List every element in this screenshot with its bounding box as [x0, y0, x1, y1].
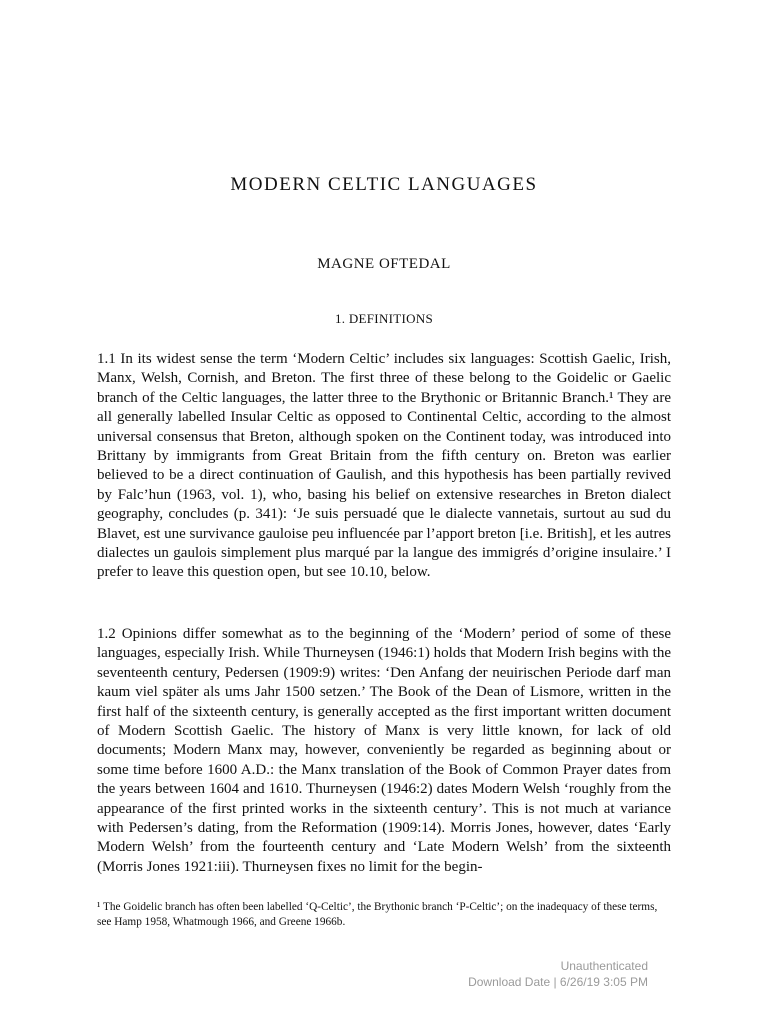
watermark-line-1: Unauthenticated: [560, 959, 648, 973]
download-watermark: [440, 958, 648, 990]
paragraph-1-2: 1.2 Opinions differ somewhat as to the beginning of the ‘Modern’ period of some of these languages, especially Irish. While Thurneysen (1946:1) holds that Modern Irish begins with the seventeenth century, Pedersen (1909:9) writes: ‘Den Anfang der neuirischen Periode darf man kaum viel später als ums Jahr 1500 setzen.’ The Book of the Dean of Lismore, written in the first half of the sixteenth century, is generally accepted as the first important written document of Modern Scottish Gaelic. The history of Manx is very little known, for lack of old documents; Modern Manx may, however, conveniently be regarded as beginning about or some time before 1600 A.D.: the Manx translation of the Book of Common Prayer dates from the years between 1604 and 1610. Thurneysen (1946:2) dates Modern Welsh ‘roughly from the appearance of the first printed works in the sixteenth century’. This is not much at variance with Pedersen’s dating, from the Reformation (1909:14). Morris Jones, however, dates ‘Early Modern Welsh’ from the fourteenth century and ‘Late Modern Welsh’ from the sixteenth (Morris Jones 1921:iii). Thurneysen fixes no limit for the begin-: [97, 626, 671, 875]
footnote: ¹ The Goidelic branch has often been labelled ‘Q-Celtic’, the Brythonic branch ‘P-Celtic’; on the inadequacy of these terms, see Hamp 1958, Whatmough 1966, and Greene 1966b.: [97, 901, 658, 928]
paragraph-1-1: 1.1 In its widest sense the term ‘Modern Celtic’ includes six languages: Scottish Gaelic, Irish, Manx, Welsh, Cornish, and Breton. The first three of these belong to the Goidelic or Gaelic branch of the Celtic languages, the latter three to the Brythonic or Britannic Branch.¹ They are all generally labelled Insular Celtic as opposed to Continental Celtic, according to the almost universal consensus that Breton, although spoken on the Continent today, was introduced into Brittany by immigrants from Great Britain from the fifth century on. Breton was earlier believed to be a direct continuation of Gaulish, and this hypothesis has been partially revived by Falc’hun (1963, vol. 1), who, basing his belief on extensive researches in Breton dialect geography, concludes (p. 341): ‘Je suis persuadé que le dialecte vannetais, surtout au sud du Blavet, est une survivance gauloise peu influencée par l’apport breton [i.e. British], et les autres dialectes un gaulois simplement plus marqué par la langue des immigrés d’origine insulaire.’ I prefer to leave this question open, but see 10.10, below.: [97, 351, 671, 581]
section-heading: 1. DEFINITIONS: [334, 311, 434, 326]
watermark-line-2: Download Date | 6/26/19 3:05 PM: [468, 975, 648, 989]
page-title: MODERN CELTIC LANGUAGES: [230, 174, 538, 195]
author-name: MAGNE OFTEDAL: [317, 256, 451, 272]
